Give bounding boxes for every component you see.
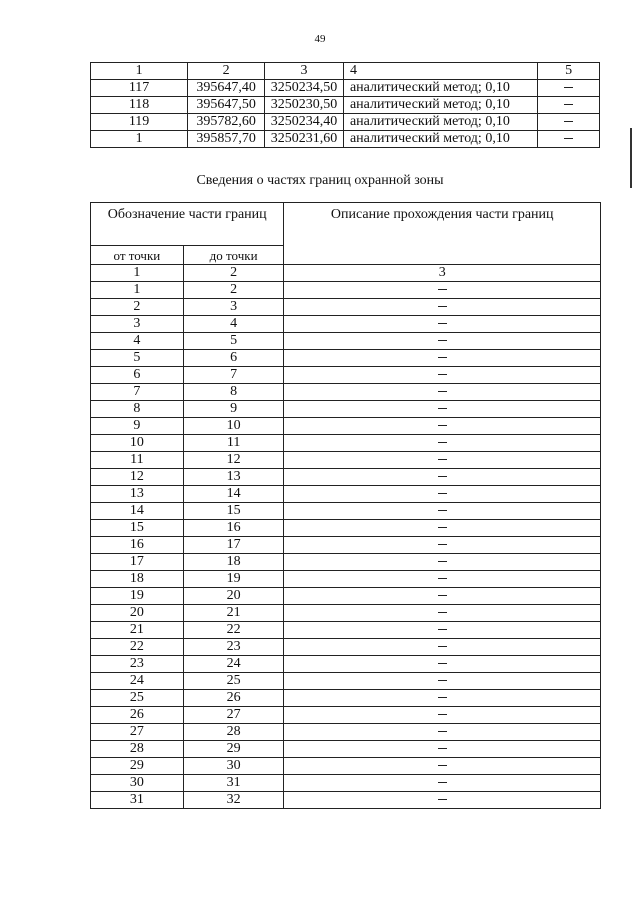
from-point-header: от точки — [91, 246, 184, 265]
dash-mark — [438, 646, 447, 647]
to-point-cell: 25 — [183, 673, 284, 690]
from-point-cell: 17 — [91, 554, 184, 571]
table-row — [91, 469, 601, 486]
description-cell — [284, 571, 601, 588]
to-point-cell: 18 — [183, 554, 284, 571]
description-cell — [284, 622, 601, 639]
from-point-cell: 14 — [91, 503, 184, 520]
note-cell — [538, 97, 600, 114]
table-row — [91, 131, 600, 148]
from-point-cell: 2 — [91, 299, 184, 316]
to-point-cell: 21 — [183, 605, 284, 622]
note-cell — [538, 114, 600, 131]
table-row — [91, 401, 601, 418]
description-cell — [284, 350, 601, 367]
table-row — [91, 503, 601, 520]
y-coordinate-cell: 3250230,50 — [265, 97, 344, 114]
table-row — [91, 673, 601, 690]
to-point-cell: 3 — [183, 299, 284, 316]
table-row — [91, 775, 601, 792]
to-point-cell: 29 — [183, 741, 284, 758]
table-row — [91, 605, 601, 622]
dash-mark — [438, 527, 447, 528]
description-cell — [284, 758, 601, 775]
to-point-cell: 22 — [183, 622, 284, 639]
to-point-cell: 12 — [183, 452, 284, 469]
x-coordinate-cell: 395647,40 — [188, 80, 265, 97]
to-point-cell: 32 — [183, 792, 284, 809]
to-point-cell: 23 — [183, 639, 284, 656]
table-row — [91, 724, 601, 741]
to-point-cell: 4 — [183, 316, 284, 333]
from-point-cell: 16 — [91, 537, 184, 554]
coord-header-3: 3 — [265, 63, 344, 80]
page-number: 49 — [314, 33, 326, 45]
point-number-cell: 119 — [91, 114, 188, 131]
point-number-cell: 1 — [91, 131, 188, 148]
description-header: Описание прохождения части границ — [284, 203, 601, 265]
description-cell — [284, 724, 601, 741]
method-cell: аналитический метод; 0,10 — [343, 80, 537, 97]
dash-mark — [564, 104, 573, 105]
to-point-cell: 2 — [183, 282, 284, 299]
description-cell — [284, 452, 601, 469]
dash-mark — [438, 493, 447, 494]
table-row — [91, 367, 601, 384]
to-point-cell: 9 — [183, 401, 284, 418]
from-point-cell: 28 — [91, 741, 184, 758]
description-cell — [284, 673, 601, 690]
description-cell — [284, 384, 601, 401]
table-row — [91, 520, 601, 537]
table-row — [91, 486, 601, 503]
from-point-cell: 23 — [91, 656, 184, 673]
dash-mark — [438, 680, 447, 681]
from-point-cell: 15 — [91, 520, 184, 537]
to-point-cell: 20 — [183, 588, 284, 605]
table-row — [91, 384, 601, 401]
dash-mark — [438, 765, 447, 766]
x-coordinate-cell: 395857,70 — [188, 131, 265, 148]
to-point-cell: 16 — [183, 520, 284, 537]
description-cell — [284, 792, 601, 809]
from-point-cell: 5 — [91, 350, 184, 367]
y-coordinate-cell: 3250231,60 — [265, 131, 344, 148]
to-point-cell: 8 — [183, 384, 284, 401]
table-row — [91, 299, 601, 316]
table-row — [91, 707, 601, 724]
dash-mark — [564, 121, 573, 122]
dash-mark — [438, 425, 447, 426]
dash-mark — [564, 138, 573, 139]
description-cell — [284, 299, 601, 316]
table-row — [91, 80, 600, 97]
dash-mark — [438, 748, 447, 749]
to-point-cell: 10 — [183, 418, 284, 435]
coord-header-row — [91, 63, 600, 80]
column-number-2: 2 — [183, 265, 284, 282]
to-point-cell: 19 — [183, 571, 284, 588]
dash-mark — [438, 476, 447, 477]
table-row — [91, 316, 601, 333]
description-cell — [284, 282, 601, 299]
dash-mark — [438, 408, 447, 409]
from-point-cell: 30 — [91, 775, 184, 792]
table-row — [91, 758, 601, 775]
dash-mark — [438, 323, 447, 324]
dash-mark — [438, 714, 447, 715]
point-number-cell: 118 — [91, 97, 188, 114]
from-point-cell: 7 — [91, 384, 184, 401]
table-row — [91, 656, 601, 673]
from-point-cell: 18 — [91, 571, 184, 588]
dash-mark — [438, 442, 447, 443]
coord-header-4: 4 — [343, 63, 537, 80]
coord-header-5: 5 — [538, 63, 600, 80]
parts-header-row — [91, 203, 601, 246]
table-row — [91, 282, 601, 299]
from-point-cell: 1 — [91, 282, 184, 299]
x-coordinate-cell: 395647,50 — [188, 97, 265, 114]
dash-mark — [438, 697, 447, 698]
table-row — [91, 622, 601, 639]
dash-mark — [438, 306, 447, 307]
from-point-cell: 21 — [91, 622, 184, 639]
to-point-cell: 30 — [183, 758, 284, 775]
table-row — [91, 571, 601, 588]
to-point-cell: 17 — [183, 537, 284, 554]
dash-mark — [438, 459, 447, 460]
table-row — [91, 639, 601, 656]
to-point-cell: 27 — [183, 707, 284, 724]
description-cell — [284, 367, 601, 384]
dash-mark — [438, 663, 447, 664]
from-point-cell: 31 — [91, 792, 184, 809]
description-cell — [284, 588, 601, 605]
method-cell: аналитический метод; 0,10 — [343, 114, 537, 131]
table-row — [91, 792, 601, 809]
to-point-cell: 26 — [183, 690, 284, 707]
table-row — [91, 418, 601, 435]
to-point-cell: 14 — [183, 486, 284, 503]
y-coordinate-cell: 3250234,40 — [265, 114, 344, 131]
x-coordinate-cell: 395782,60 — [188, 114, 265, 131]
from-point-cell: 19 — [91, 588, 184, 605]
description-cell — [284, 690, 601, 707]
dash-mark — [438, 612, 447, 613]
column-number-3: 3 — [284, 265, 601, 282]
to-point-header: до точки — [183, 246, 284, 265]
coordinates-table — [90, 62, 600, 148]
description-cell — [284, 639, 601, 656]
dash-mark — [438, 374, 447, 375]
from-point-cell: 20 — [91, 605, 184, 622]
description-cell — [284, 605, 601, 622]
group-header: Обозначение части границ — [91, 203, 284, 246]
table-row — [91, 452, 601, 469]
description-cell — [284, 333, 601, 350]
dash-mark — [438, 629, 447, 630]
section-title: Сведения о частях границ охранной зоны — [196, 173, 444, 188]
point-number-cell: 117 — [91, 80, 188, 97]
from-point-cell: 8 — [91, 401, 184, 418]
column-number-1: 1 — [91, 265, 184, 282]
dash-mark — [438, 799, 447, 800]
from-point-cell: 11 — [91, 452, 184, 469]
dash-mark — [438, 289, 447, 290]
note-cell — [538, 80, 600, 97]
description-cell — [284, 775, 601, 792]
from-point-cell: 29 — [91, 758, 184, 775]
description-cell — [284, 486, 601, 503]
dash-mark — [438, 391, 447, 392]
table-row — [91, 114, 600, 131]
to-point-cell: 6 — [183, 350, 284, 367]
dash-mark — [438, 544, 447, 545]
from-point-cell: 4 — [91, 333, 184, 350]
description-cell — [284, 741, 601, 758]
table-row — [91, 690, 601, 707]
description-cell — [284, 316, 601, 333]
dash-mark — [438, 357, 447, 358]
dash-mark — [438, 595, 447, 596]
description-cell — [284, 435, 601, 452]
to-point-cell: 31 — [183, 775, 284, 792]
dash-mark — [438, 510, 447, 511]
to-point-cell: 7 — [183, 367, 284, 384]
dash-mark — [438, 782, 447, 783]
from-point-cell: 25 — [91, 690, 184, 707]
to-point-cell: 15 — [183, 503, 284, 520]
description-cell — [284, 503, 601, 520]
from-point-cell: 26 — [91, 707, 184, 724]
to-point-cell: 28 — [183, 724, 284, 741]
note-cell — [538, 131, 600, 148]
table-row — [91, 97, 600, 114]
y-coordinate-cell: 3250234,50 — [265, 80, 344, 97]
dash-mark — [438, 731, 447, 732]
description-cell — [284, 707, 601, 724]
table-row — [91, 741, 601, 758]
description-cell — [284, 520, 601, 537]
dash-mark — [438, 340, 447, 341]
to-point-cell: 13 — [183, 469, 284, 486]
column-numbering-row — [91, 265, 601, 282]
table-row — [91, 350, 601, 367]
table-row — [91, 554, 601, 571]
dash-mark — [564, 87, 573, 88]
coord-header-1: 1 — [91, 63, 188, 80]
description-cell — [284, 554, 601, 571]
description-cell — [284, 469, 601, 486]
table-row — [91, 435, 601, 452]
from-point-cell: 22 — [91, 639, 184, 656]
description-cell — [284, 401, 601, 418]
from-point-cell: 6 — [91, 367, 184, 384]
description-cell — [284, 418, 601, 435]
method-cell: аналитический метод; 0,10 — [343, 131, 537, 148]
from-point-cell: 24 — [91, 673, 184, 690]
dash-mark — [438, 578, 447, 579]
from-point-cell: 27 — [91, 724, 184, 741]
to-point-cell: 24 — [183, 656, 284, 673]
from-point-cell: 12 — [91, 469, 184, 486]
table-row — [91, 537, 601, 554]
from-point-cell: 13 — [91, 486, 184, 503]
from-point-cell: 10 — [91, 435, 184, 452]
table-row — [91, 588, 601, 605]
table-row — [91, 333, 601, 350]
from-point-cell: 3 — [91, 316, 184, 333]
to-point-cell: 11 — [183, 435, 284, 452]
to-point-cell: 5 — [183, 333, 284, 350]
from-point-cell: 9 — [91, 418, 184, 435]
method-cell: аналитический метод; 0,10 — [343, 97, 537, 114]
boundary-parts-table — [90, 202, 601, 809]
coord-header-2: 2 — [188, 63, 265, 80]
dash-mark — [438, 561, 447, 562]
description-cell — [284, 656, 601, 673]
description-cell — [284, 537, 601, 554]
